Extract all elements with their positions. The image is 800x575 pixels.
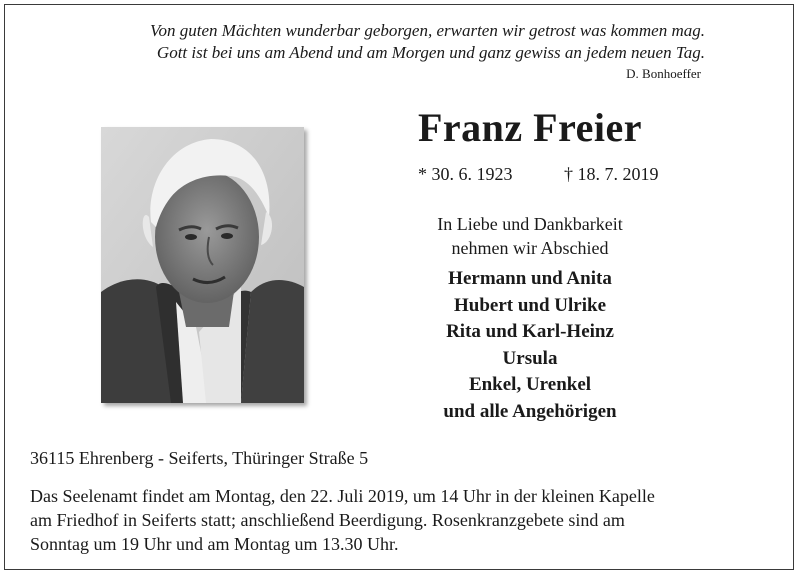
farewell-line-2: nehmen wir Abschied [451,238,609,258]
notice-line-2: am Friedhof in Seiferts statt; anschließend Beerdigung. Rosenkranzgebete sind am [30,510,625,530]
mourners-list [380,266,680,425]
quote-line-2: Gott ist bei uns am Abend und am Morgen und ganz gewiss an jedem neuen Tag. [156,43,705,62]
family-address: 36115 Ehrenberg - Seiferts, Thüringer Straße 5 [30,448,369,468]
birth-date: * 30. 6. 1923 [418,164,513,184]
portrait-photo [101,127,304,403]
death-date: † 18. 7. 2019 [564,164,659,184]
mourner-entry: Rita und Karl-Heinz [446,321,614,342]
notice-line-1: Das Seelenamt findet am Montag, den 22. Juli 2019, um 14 Uhr in der kleinen Kapelle [30,486,655,506]
mourner-entry: Enkel, Urenkel [468,374,592,395]
mourner-entry: Hubert und Ulrike [453,294,607,316]
farewell-text [380,212,680,260]
mourner-entry: und alle Angehörigen [443,400,617,422]
quote-author: D. Bonhoeffer [626,66,701,81]
mourner-entry: Hermann und Anita [448,268,612,289]
mourner-entry: Ursula [502,347,558,369]
funeral-notice [30,484,790,556]
quote-line-1: Von guten Mächten wunderbar geborgen, erwarten wir getrost was kommen mag. [150,21,705,40]
farewell-line-1: In Liebe und Dankbarkeit [437,214,623,234]
portrait-illustration [101,127,304,403]
deceased-name: Franz Freier [417,105,643,150]
notice-line-3: Sonntag um 19 Uhr und am Montag um 13.30 Uhr. [30,534,399,554]
